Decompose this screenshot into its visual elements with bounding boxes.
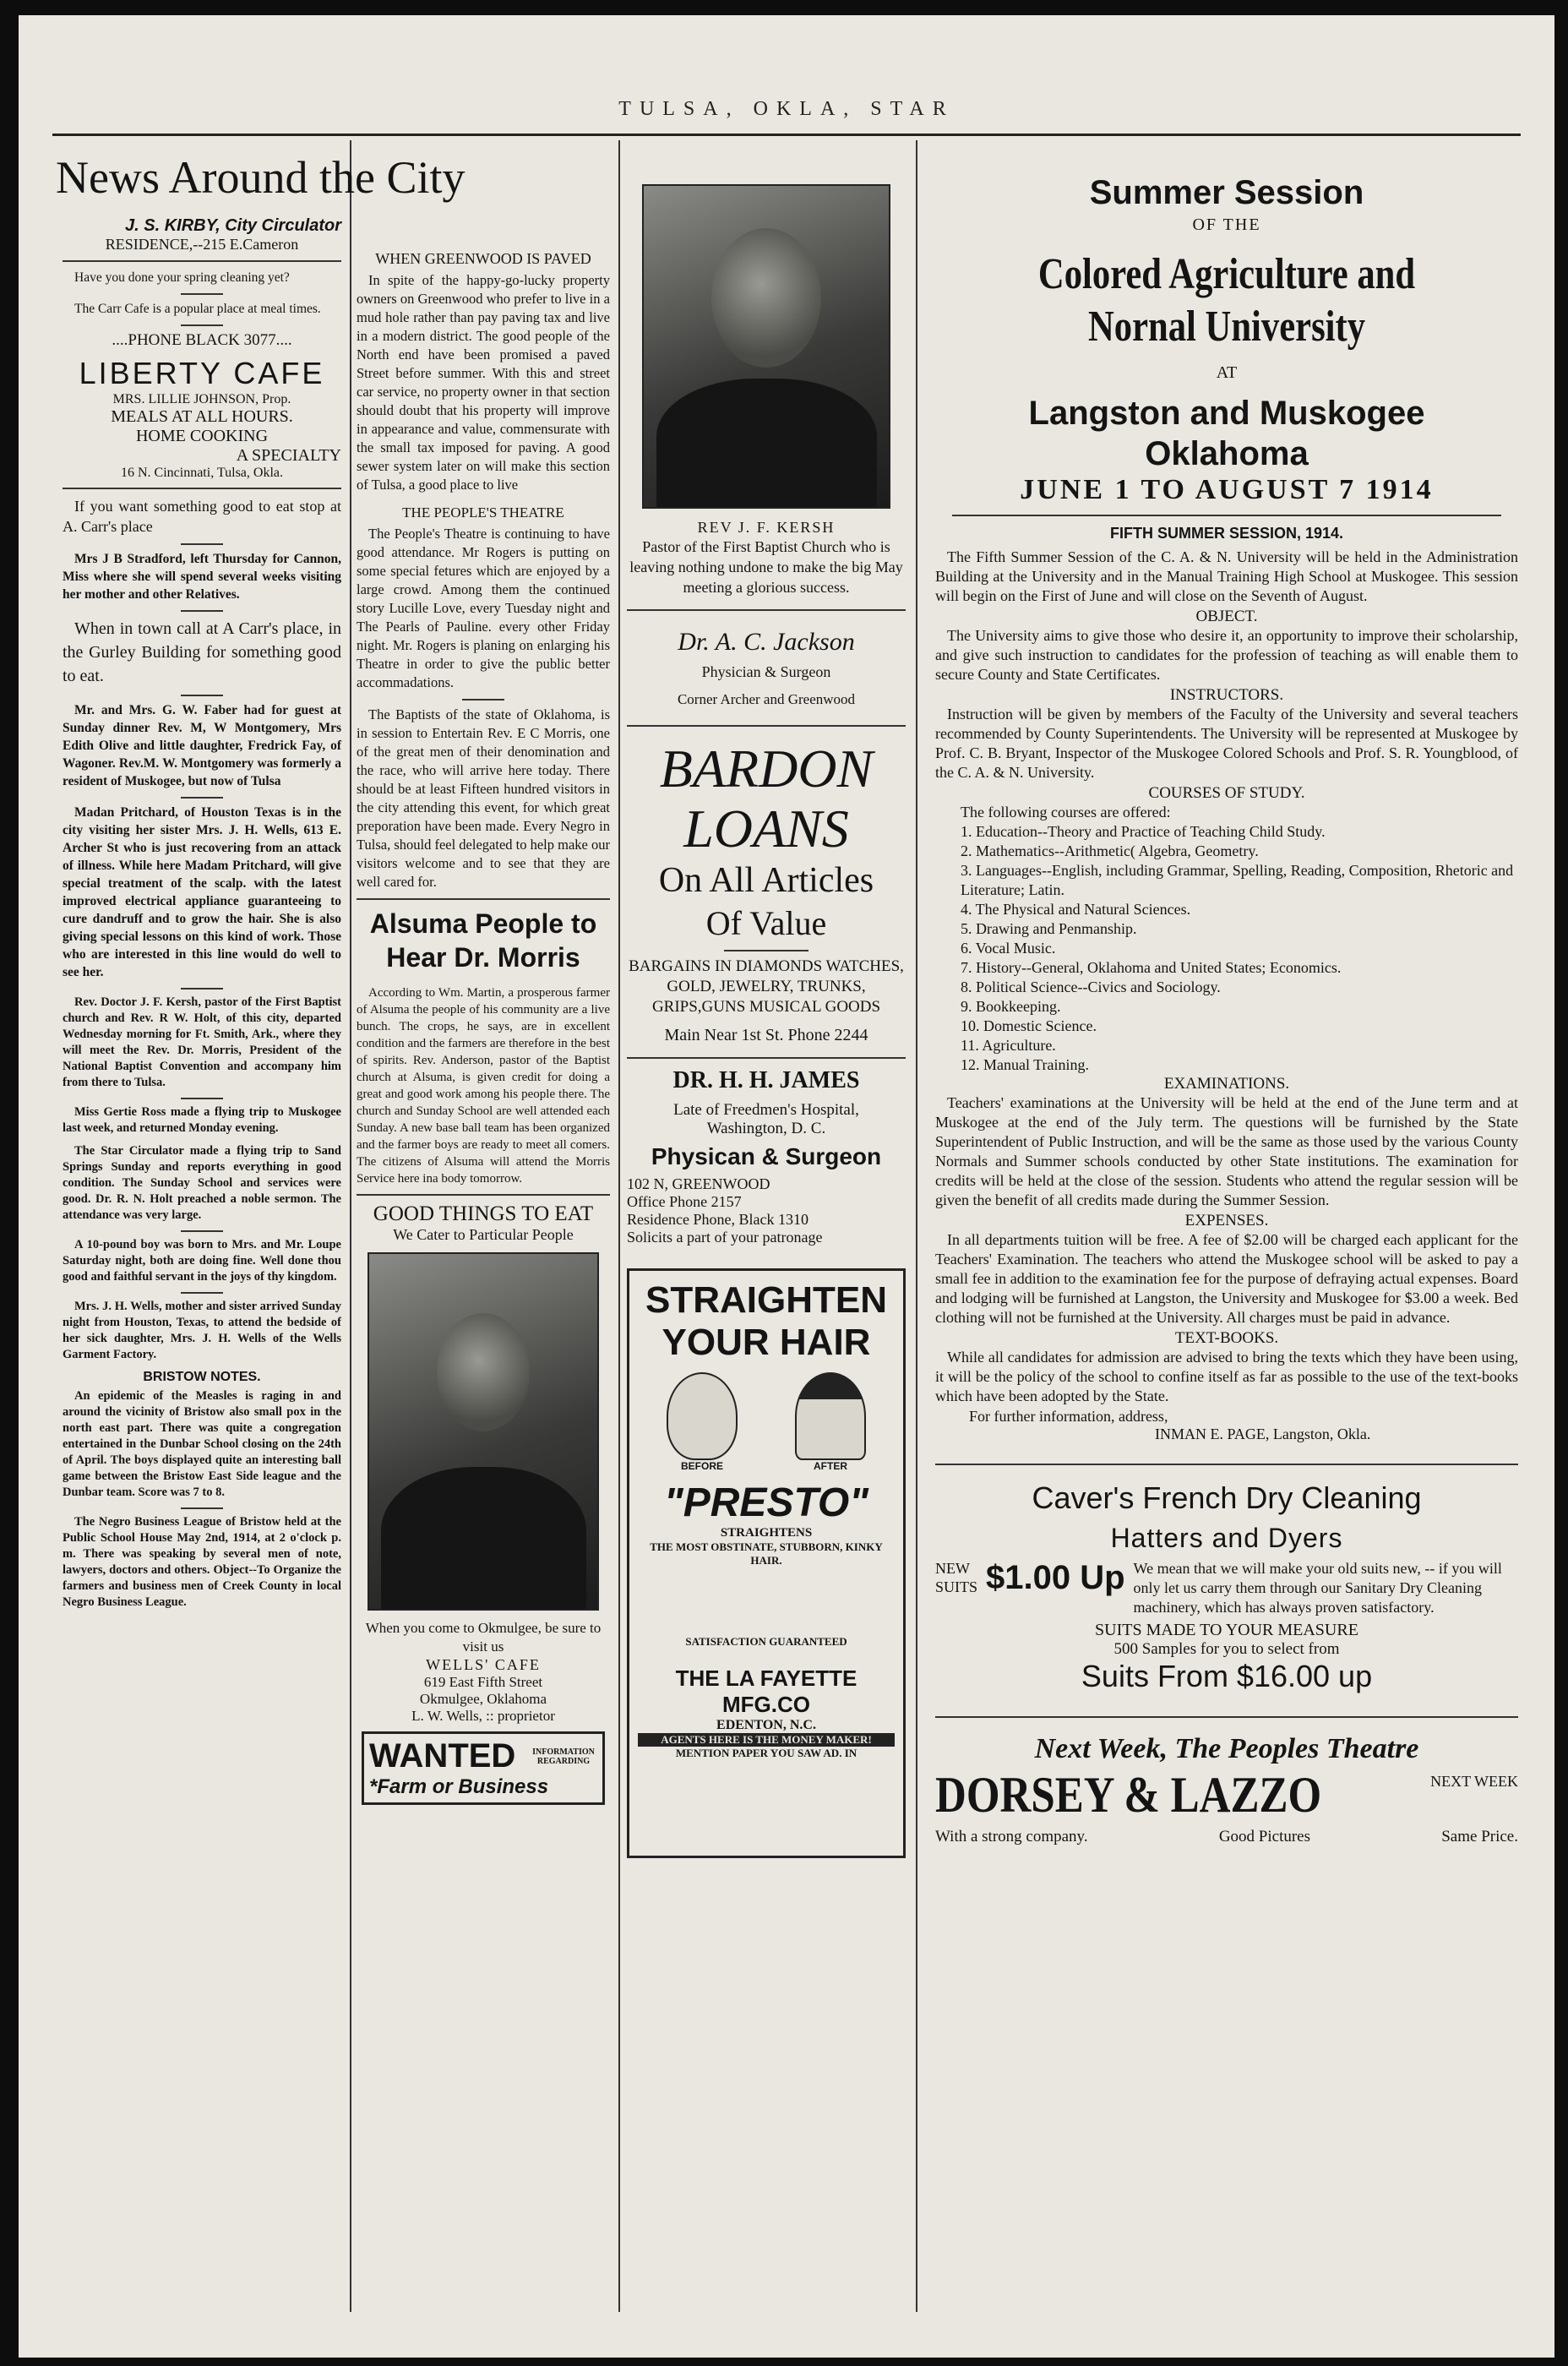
theatre-line: Same Price. — [1441, 1828, 1518, 1845]
theatre-heading: Next Week, The Peoples Theatre — [1034, 1733, 1419, 1764]
bardon-title-2: LOANS — [683, 799, 849, 859]
news-item: When in town call at A Carr's place, in the Gurley Building for something good to eat. — [63, 619, 341, 685]
courses-intro: The following courses are offered: — [961, 804, 1171, 820]
presto-line: STRAIGHTENS — [720, 1526, 813, 1540]
divider — [181, 293, 223, 295]
presto-line: THE MOST OBSTINATE, STUBBORN, KINKY HAIR. — [650, 1540, 883, 1567]
before-label: BEFORE — [680, 1460, 723, 1472]
news-item: If you want something good to eat stop at A. Carr's place — [63, 498, 341, 535]
news-item: Mrs J B Stradford, left Thursday for Cannon, Miss where she will spend several weeks visiting her mother and other Relatives. — [63, 552, 341, 602]
university-name: Nornal University — [1087, 303, 1366, 351]
photo-caption: Pastor of the First Baptist Church who is leaving nothing undone to make the big May meeting a glorious success. — [629, 538, 903, 596]
presto-agents: AGENTS HERE IS THE MONEY MAKER! — [638, 1733, 895, 1747]
divider — [935, 1716, 1518, 1718]
ad-body: Instruction will be given by members of the Faculty of the University and several teachers recommended by County Superintendents. The University will be represented at Muskogee by Prof. C. B. Bryant, Inspector of the Muskogee Colored Schools and Prof. S. R. Youngblood, of the C. A. & N. University. — [935, 706, 1518, 781]
column-3 — [627, 142, 906, 2322]
course-item: 7. History--General, Oklahoma and United States; Economics. — [961, 959, 1342, 976]
ad-line: WELLS' CAFE — [426, 1656, 541, 1673]
location-heading: Langston and Muskogee — [1028, 395, 1425, 432]
cafe-meals: MEALS AT ALL HOURS. — [111, 407, 293, 426]
doctor-title: Physician & Surgeon — [701, 663, 831, 680]
divider — [181, 797, 223, 799]
caver-text: We mean that we will make your old suits new, -- if you will only let us carry them through our Sanitary Dry Cleaning machinery, which has always proven satisfactory. — [1133, 1560, 1502, 1616]
divider — [181, 695, 223, 696]
news-item: Miss Gertie Ross made a flying trip to Muskogee last week, and returned Monday evening. — [63, 1105, 341, 1135]
divider — [181, 1507, 223, 1509]
phone-line: ....PHONE BLACK 3077.... — [112, 331, 292, 349]
presto-headline: STRAIGHTEN — [645, 1279, 887, 1321]
caver-title: Caver's French Dry Cleaning — [1032, 1480, 1422, 1515]
cafe-name: LIBERTY CAFE — [79, 356, 325, 390]
divider — [724, 950, 808, 951]
course-item: 5. Drawing and Penmanship. — [961, 920, 1137, 937]
ad-section-heading: EXPENSES. — [1184, 1212, 1269, 1229]
wanted-subheading: *Farm or Business — [369, 1775, 549, 1798]
session-title: FIFTH SUMMER SESSION, 1914. — [1109, 525, 1344, 542]
divider — [627, 1057, 906, 1059]
divider — [63, 260, 341, 262]
doctor-line: Late of Freedmen's Hospital, — [673, 1101, 859, 1119]
doctor-line: Office Phone 2157 — [627, 1193, 742, 1210]
ad-section-heading: TEXT-BOOKS. — [1174, 1329, 1279, 1347]
ad-section-heading: INSTRUCTORS. — [1169, 686, 1284, 704]
course-item: 1. Education--Theory and Practice of Teaching Child Study. — [961, 823, 1326, 840]
divider — [462, 699, 504, 701]
session-dates: JUNE 1 TO AUGUST 7 1914 — [1020, 474, 1434, 505]
article-body: According to Wm. Martin, a prosperous farmer of Alsuma the people of his community are a live bunch. The crops, he says, are in excellent condition and the farmers are therefore in the best of spirits. Rev. Anderson, pastor of the Baptist church at Alsuma, is given credit for doing a great and good work among his people there. The church and Sunday School are well attended each Sunday. A new base ball team has been organized and the farmer boys are ready to meet all comers. The citizens of Alsuma will attend the Morris Service here ina body tomorrow. — [357, 986, 610, 1186]
ad-section-heading: OBJECT. — [1195, 608, 1258, 625]
bardon-address: Main Near 1st St. Phone 2244 — [664, 1026, 868, 1044]
news-item: Rev. Doctor J. F. Kersh, pastor of the First Baptist church and Rev. R W. Holt, of this city, departed Wednesday morning for Ft. Smith, Ark., where they will meet the Rev. Dr. Morris, President of the National Baptist Convention and accompany him from there to Tulsa. — [63, 995, 341, 1089]
divider — [935, 1464, 1518, 1465]
ad-line: When you come to Okmulgee, be sure to visit us — [365, 1620, 602, 1655]
ad-line: L. W. Wells, :: proprietor — [411, 1708, 555, 1724]
theatre-row — [935, 1765, 1518, 1824]
column-rule — [350, 140, 351, 2312]
course-item: 3. Languages--English, including Grammar, Spelling, Reading, Composition, Rhetoric and Literature; Latin. — [961, 862, 1514, 898]
theatre-line: With a strong company. — [935, 1828, 1088, 1845]
wanted-heading: WANTED — [369, 1737, 516, 1774]
column-rule — [618, 140, 620, 2312]
ad-subheading: AT — [1216, 363, 1238, 382]
ad-line: 619 East Fifth Street — [423, 1674, 543, 1690]
divider — [181, 1230, 223, 1232]
ad-body: In all departments tuition will be free. A fee of $2.00 will be charged each applicant for the Teachers' Examination. The teachers who attend the Muskogee school will be asked to pay a small fee in addition to the examination fee for the purpose of defraying actual expenses. Board and lodging will be furnished at Langston, the University and Muskogee for $3.00 a week. Bed clothing will not be furnished at the University. All charges must be paid in advance. — [935, 1231, 1518, 1326]
ad-section-heading: COURSES OF STUDY. — [1148, 784, 1305, 802]
caver-line: SUITS MADE TO YOUR MEASURE — [1095, 1621, 1358, 1639]
news-item: An epidemic of the Measles is raging in and around the vicinity of Bristow also small pox in the north east part. There was quite a congregation entertained in the Dunbar School closing on the 24th of April. The boys displayed quite an interesting ball game between the Bristow East Side league and the Dunbar team. Score was 7 to 8. — [63, 1389, 341, 1499]
divider — [627, 725, 906, 727]
bardon-line: On All Articles — [658, 861, 874, 900]
doctor-line: Residence Phone, Black 1310 — [627, 1211, 808, 1228]
ad-subheading: OF THE — [1192, 215, 1261, 234]
ad-line: Okmulgee, Oklahoma — [419, 1691, 547, 1707]
article-body: The People's Theatre is continuing to have good attendance. Mr Rogers is putting on some special fetures which are enjoyed by a large crowd. Among them the continued story Lucille Love, every Tuesday night and The Pearls of Pauline. every other Friday night. Mr. Rogers is planing on enlarging his Theatre in order to give the public better accommadations. — [357, 526, 610, 690]
theatre-footer — [935, 1828, 1518, 1846]
university-name: Colored Agriculture and — [1037, 250, 1416, 298]
divider — [181, 1292, 223, 1294]
news-item: Have you done your spring cleaning yet? — [74, 270, 290, 285]
course-item: 4. The Physical and Natural Sciences. — [961, 901, 1191, 918]
doctor-title: Physican & Surgeon — [651, 1143, 882, 1169]
caver-offer — [935, 1559, 1518, 1617]
doctor-line: Solicits a part of your patronage — [627, 1229, 823, 1246]
presto-mention: MENTION PAPER YOU SAW AD. IN — [675, 1747, 858, 1759]
residence: RESIDENCE,--215 E.Cameron — [105, 236, 299, 253]
theatre-next: NEXT WEEK — [1430, 1773, 1518, 1790]
ad-body: For further information, address, — [969, 1408, 1168, 1425]
presto-headline: YOUR HAIR — [662, 1322, 871, 1363]
news-item: Mrs. J. H. Wells, mother and sister arrived Sunday night from Houston, Texas, to attend the bedside of her sick daughter, Mrs. J. H. Wells of the Wells Garment Factory. — [63, 1300, 341, 1361]
divider — [181, 1098, 223, 1099]
caver-suits: Suits From $16.00 up — [1081, 1659, 1373, 1693]
news-item: The Carr Cafe is a popular place at meal times. — [74, 302, 321, 316]
caver-price: $1.00 Up — [986, 1559, 1125, 1596]
doctor-name: DR. H. H. JAMES — [672, 1067, 860, 1093]
course-item: 8. Political Science--Civics and Sociology. — [961, 979, 1221, 995]
cafe-spec: A SPECIALTY — [236, 446, 341, 465]
course-item: 9. Bookkeeping. — [961, 998, 1061, 1015]
article-body: In spite of the happy-go-lucky property owners on Greenwood who prefer to live in a mud hole rather than pay paving tax and live in a modern district. The good people of the North end have been promised a paved Street before summer. With this and street car service, no property owner in that section should doubt that his property will improve in appearance and value, commensurate with the small tax imposed for paving. A good sewer system later on will make this section of Tulsa, a good place to live — [357, 272, 610, 493]
presto-company: THE LA FAYETTE MFG.CO — [675, 1665, 858, 1717]
column-4 — [935, 142, 1518, 2322]
doctor-line: 102 N, GREENWOOD — [627, 1175, 770, 1192]
news-item: Mr. and Mrs. G. W. Faber had for guest at Sunday dinner Rev. M, W Montgomery, Mrs Edith Olive and little daughter, Fredrick Fay, of Wagoner. Rev.M. W. Montgomery was formerly a resident of Muskogee, but now of Tulsa — [63, 703, 341, 788]
divider — [181, 610, 223, 612]
course-item: 6. Vocal Music. — [961, 940, 1056, 957]
article-heading: THE PEOPLE'S THEATRE — [402, 504, 564, 521]
theatre-act: DORSEY & LAZZO — [935, 1767, 1322, 1823]
ad-section-heading: EXAMINATIONS. — [1163, 1075, 1290, 1093]
ad-signature: INMAN E. PAGE, Langston, Okla. — [1155, 1426, 1371, 1442]
doctor-address: Corner Archer and Greenwood — [677, 691, 856, 707]
doctor-name: Dr. A. C. Jackson — [678, 628, 855, 656]
article-heading: WHEN GREENWOOD IS PAVED — [375, 250, 591, 267]
bardon-line: Of Value — [705, 904, 827, 942]
divider — [357, 898, 610, 900]
divider — [357, 1194, 610, 1196]
caver-subtitle: Hatters and Dyers — [1110, 1523, 1343, 1553]
news-item: The Star Circulator made a flying trip to Sand Springs Sunday and reports everything in good condition. The Sunday School and services were good. Dr. R. N. Holt preached a noble sermon. The attendance was very large. — [63, 1144, 341, 1222]
wanted-ad — [362, 1731, 605, 1805]
cafe-home: HOME COOKING — [135, 427, 269, 445]
course-item: 2. Mathematics--Arithmetic( Algebra, Geometry. — [961, 842, 1259, 859]
cafe-address: 16 N. Cincinnati, Tulsa, Okla. — [120, 466, 283, 480]
bardon-title-1: BARDON — [659, 739, 874, 799]
column-rule — [916, 140, 917, 2312]
course-item: 10. Domestic Science. — [961, 1017, 1097, 1034]
bardon-goods: BARGAINS IN DIAMONDS WATCHES, GOLD, JEWELRY, TRUNKS, GRIPS,GUNS MUSICAL GOODS — [629, 957, 904, 1016]
divider — [181, 988, 223, 989]
presto-ad — [627, 1268, 906, 1858]
divider — [627, 609, 906, 611]
portrait-photo — [368, 1252, 599, 1611]
ad-subheading: We Cater to Particular People — [393, 1226, 574, 1243]
ad-body: The Fifth Summer Session of the C. A. & N. University will be held in the Administration Building at the University and in the Manual Training High School at Muskogee. This session will begin on the First of June and will close on the Seventh of August. — [935, 548, 1518, 604]
presto-brand: "PRESTO" — [663, 1480, 868, 1525]
cafe-owner: MRS. LILLIE JOHNSON, Prop. — [112, 392, 291, 406]
after-illustration — [795, 1372, 866, 1472]
presto-line: SATISFACTION GUARANTEED — [685, 1635, 847, 1648]
photo-caption-name: REV J. F. KERSH — [697, 519, 836, 536]
divider — [63, 488, 341, 489]
ad-heading: GOOD THINGS TO EAT — [373, 1202, 594, 1225]
wanted-side: INFORMATION REGARDING — [532, 1747, 595, 1766]
portrait-photo — [642, 184, 890, 509]
bristow-heading: BRISTOW NOTES. — [143, 1370, 261, 1384]
before-illustration — [667, 1372, 738, 1472]
doctor-line: Washington, D. C. — [706, 1120, 826, 1137]
ad-body: The University aims to give those who desire it, an opportunity to improve their scholarship, and give such instruction to candidates for the profession of teaching as will enable them to secure County and State Certificates. — [935, 627, 1518, 683]
newspaper-page — [19, 15, 1554, 2358]
section-title: News Around the City — [56, 152, 466, 203]
course-list — [935, 822, 1518, 1075]
article-body: The Baptists of the state of Oklahoma, is in session to Entertain Rev. E C Morris, one of the great men of their denomination and the race, who will arrive here today. There should be at least Fifteen hundred visitors in the city attending this event, for which great preporation have been made. Every Negro in Tulsa, should feel delegated to help make our visitors welcome and to see that they are well cared for. — [357, 706, 610, 890]
divider — [181, 543, 223, 545]
divider — [181, 324, 223, 326]
news-item: Madan Pritchard, of Houston Texas is in the city visiting her sister Mrs. J. H. Wells, 613 E. Archer St who is just recovering from an attack of illness. While here Madam Pritchard, will give special treatment of the scalp. with the latest improved electrical appliance guaranteeing to cure dandruff and to grow the hair. She is also giving special lessons on this kind of work. Those who are interested in this line would do well to see her. — [63, 805, 341, 979]
ad-body: While all candidates for admission are advised to bring the texts which they have been using, it will be the policy of the school to confine itself as far as possible to the use of the text-books which have been adopted by the State. — [935, 1349, 1518, 1404]
news-item: The Negro Business League of Bristow held at the Public School House May 2nd, 1914, at 2 o'clock p. m. There was speaking by several men of note, lawyers, doctors and others. Object--To Organize the farmers and business men of Creek County in local Negro Business League. — [63, 1515, 341, 1609]
course-item: 12. Manual Training. — [961, 1056, 1090, 1073]
theatre-line: Good Pictures — [1218, 1828, 1310, 1845]
circulator: J. S. KIRBY, City Circulator — [125, 216, 341, 235]
caver-new: NEW SUITS — [935, 1560, 978, 1595]
after-label: AFTER — [814, 1460, 847, 1472]
course-item: 11. Agriculture. — [961, 1037, 1056, 1054]
masthead: TULSA, OKLA, STAR — [618, 98, 955, 120]
presto-city: EDENTON, N.C. — [716, 1718, 816, 1732]
ad-heading: Summer Session — [1089, 174, 1364, 211]
ad-body: Teachers' examinations at the University will be held at the end of the June term and at Muskogee at the end of the July term. The questions will be furnished by the State Superintendent of Public Instruction, and will be the same as those used by the various County Normals and Summer schools conducted by other State institutions. The examination for credits will be held at the close of the session. Students who attend the regular session will be given the benefit of all credits made during the Summer Session. — [935, 1094, 1518, 1208]
top-rule — [52, 134, 1521, 136]
news-item: A 10-pound boy was born to Mrs. and Mr. Loupe Saturday night, both are doing fine. Well done thou good and faithful servant in the joys of thy kingdom. — [63, 1238, 341, 1284]
caver-line: 500 Samples for you to select from — [1113, 1640, 1340, 1658]
article-heading-large: Alsuma People to Hear Dr. Morris — [369, 908, 597, 973]
location-heading: Oklahoma — [1145, 435, 1309, 472]
column-2 — [357, 142, 610, 2322]
divider — [952, 515, 1501, 516]
